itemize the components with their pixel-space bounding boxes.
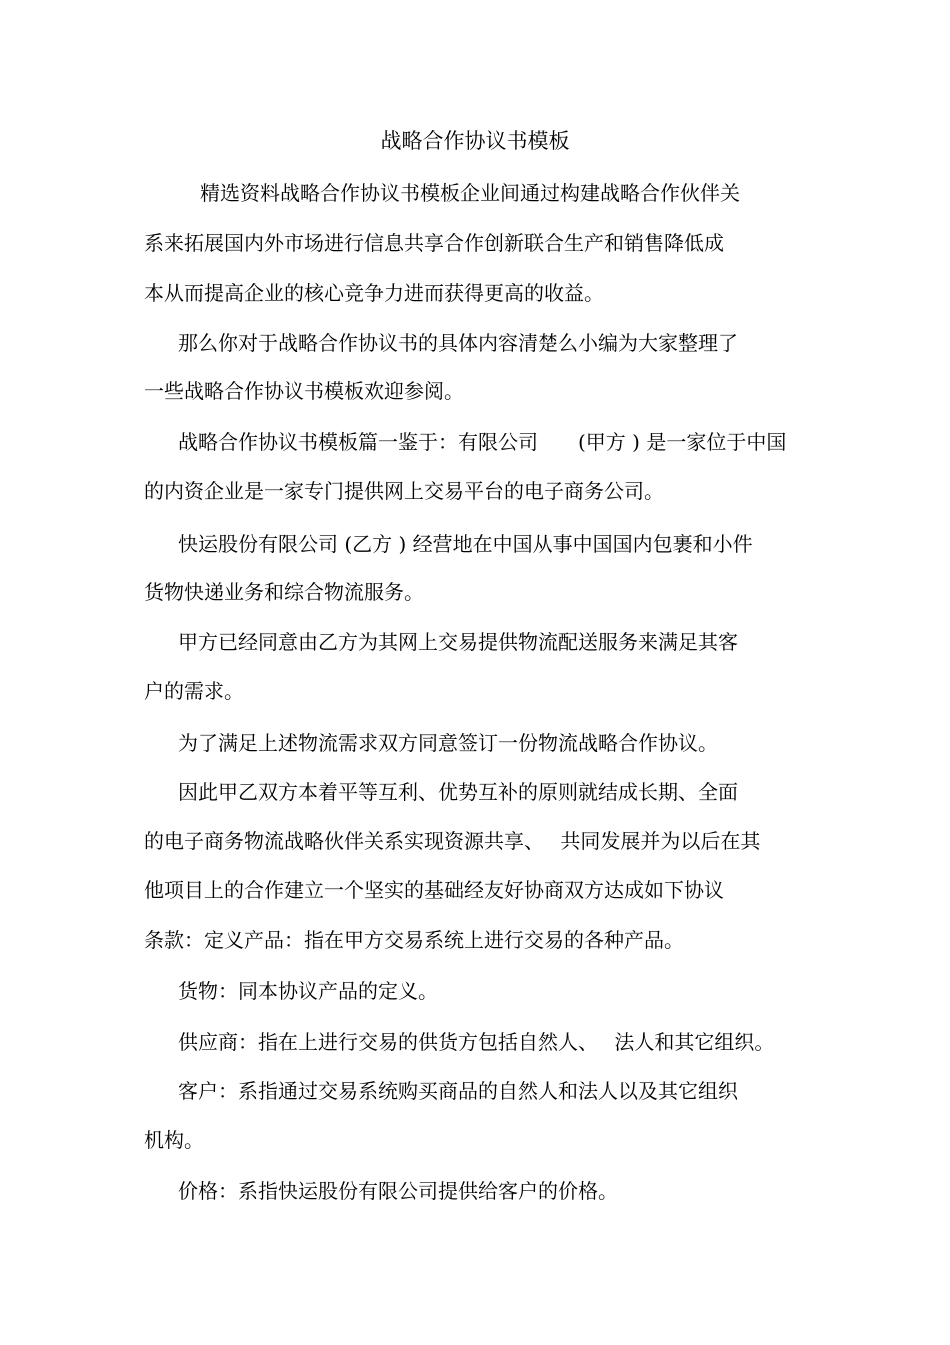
paragraph-line: 货物：同本协议产品的定义。	[178, 979, 438, 1003]
paragraph-line: 因此甲乙双方本着平等互利、优势互补的原则就结成长期、全面	[178, 780, 738, 804]
paragraph-line: 的电子商务物流战略伙伴关系实现资源共享、 共同发展并为以后在其	[144, 829, 761, 853]
paragraph-line: 精选资料战略合作协议书模板企业间通过构建战略合作伙伴关	[200, 181, 740, 205]
paragraph-line: 他项目上的合作建立一个坚实的基础经友好协商双方达成如下协议	[144, 878, 724, 902]
paragraph-line: 户的需求。	[144, 679, 244, 703]
document-title: 战略合作协议书模板	[380, 129, 570, 153]
paragraph-line: 快运股份有限公司 (乙方 ) 经营地在中国从事中国国内包裹和小件	[178, 532, 753, 556]
paragraph-line: 机构。	[144, 1128, 204, 1152]
paragraph-line: 系来拓展国内外市场进行信息共享合作创新联合生产和销售降低成	[144, 231, 724, 255]
paragraph-line: 价格：系指快运股份有限公司提供给客户的价格。	[178, 1179, 618, 1203]
paragraph-line: 为了满足上述物流需求双方同意签订一份物流战略合作协议。	[178, 731, 718, 755]
paragraph-line: 客户：系指通过交易系统购买商品的自然人和法人以及其它组织	[178, 1079, 738, 1103]
paragraph-line: 一些战略合作协议书模板欢迎参阅。	[144, 379, 464, 403]
paragraph-line: 供应商：指在上进行交易的供货方包括自然人、 法人和其它组织。	[178, 1030, 775, 1054]
paragraph-line: 甲方已经同意由乙方为其网上交易提供物流配送服务来满足其客	[178, 630, 738, 654]
paragraph-line: 那么你对于战略合作协议书的具体内容清楚么小编为大家整理了	[178, 331, 738, 355]
paragraph-line: 本从而提高企业的核心竞争力进而获得更高的收益。	[144, 281, 604, 305]
paragraph-line: 战略合作协议书模板篇一鉴于：有限公司 (甲方 ) 是一家位于中国	[178, 430, 787, 454]
paragraph-line: 条款：定义产品：指在甲方交易系统上进行交易的各种产品。	[144, 928, 684, 952]
paragraph-line: 货物快递业务和综合物流服务。	[144, 580, 424, 604]
paragraph-line: 的内资企业是一家专门提供网上交易平台的电子商务公司。	[144, 479, 664, 503]
